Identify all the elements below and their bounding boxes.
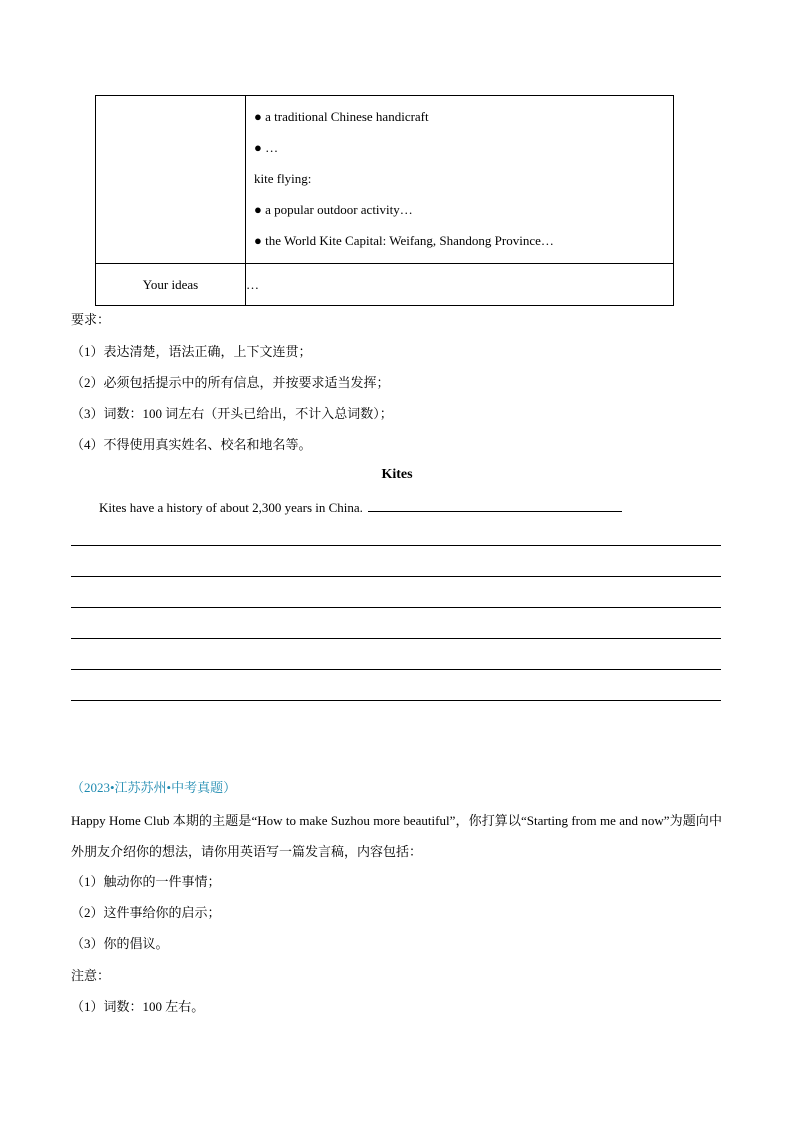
- answer-blank[interactable]: [368, 499, 622, 512]
- essay-opening-text: Kites have a history of about 2,300 years in China.: [99, 500, 363, 515]
- requirement-item: （3）词数：100 词左右（开头已给出，不计入总词数）；: [71, 406, 393, 421]
- requirement-item: （1）表达清楚，语法正确，上下文连贯；: [71, 344, 312, 359]
- info-line: ● a traditional Chinese handicraft: [254, 109, 429, 124]
- your-ideas-value: …: [246, 264, 674, 306]
- info-line: kite flying:: [254, 171, 312, 186]
- requirement-item: （4）不得使用真实姓名、校名和地名等。: [71, 437, 312, 452]
- note-heading: 注意：: [71, 968, 111, 983]
- info-line: ● …: [254, 140, 279, 155]
- task-item: （2）这件事给你的启示；: [71, 905, 221, 920]
- info-line: ● a popular outdoor activity…: [254, 202, 413, 217]
- essay-title: Kites: [381, 467, 413, 482]
- question-source: （2023•江苏苏州•中考真题）: [71, 780, 237, 795]
- answer-line[interactable]: [71, 669, 721, 670]
- info-line: ● the World Kite Capital: Weifang, Shandong Province…: [254, 233, 554, 248]
- table-row: [96, 96, 674, 264]
- answer-line[interactable]: [71, 607, 721, 608]
- table-row: [96, 264, 674, 306]
- table-cell-info: [246, 96, 674, 264]
- info-table: [95, 95, 674, 306]
- task-prompt: Happy Home Club 本期的主题是“How to make Suzhou more beautiful”，你打算以“Starting from me and now”为题向中外朋友介绍你的想法，请你用英语写一篇发言稿，内容包括：: [71, 813, 722, 859]
- answer-line[interactable]: [71, 545, 721, 546]
- task-item: （1）触动你的一件事情；: [71, 874, 221, 889]
- note-item: （1）词数：100 左右。: [71, 999, 205, 1014]
- your-ideas-label: Your ideas: [96, 264, 246, 306]
- answer-line[interactable]: [71, 576, 721, 577]
- answer-line[interactable]: [71, 700, 721, 701]
- requirement-item: （2）必须包括提示中的所有信息，并按要求适当发挥；: [71, 375, 390, 390]
- answer-line[interactable]: [71, 638, 721, 639]
- task-item: （3）你的倡议。: [71, 936, 169, 951]
- table-cell-empty: [96, 96, 246, 264]
- essay-opening: [99, 499, 622, 517]
- requirements-heading: 要求：: [71, 312, 111, 327]
